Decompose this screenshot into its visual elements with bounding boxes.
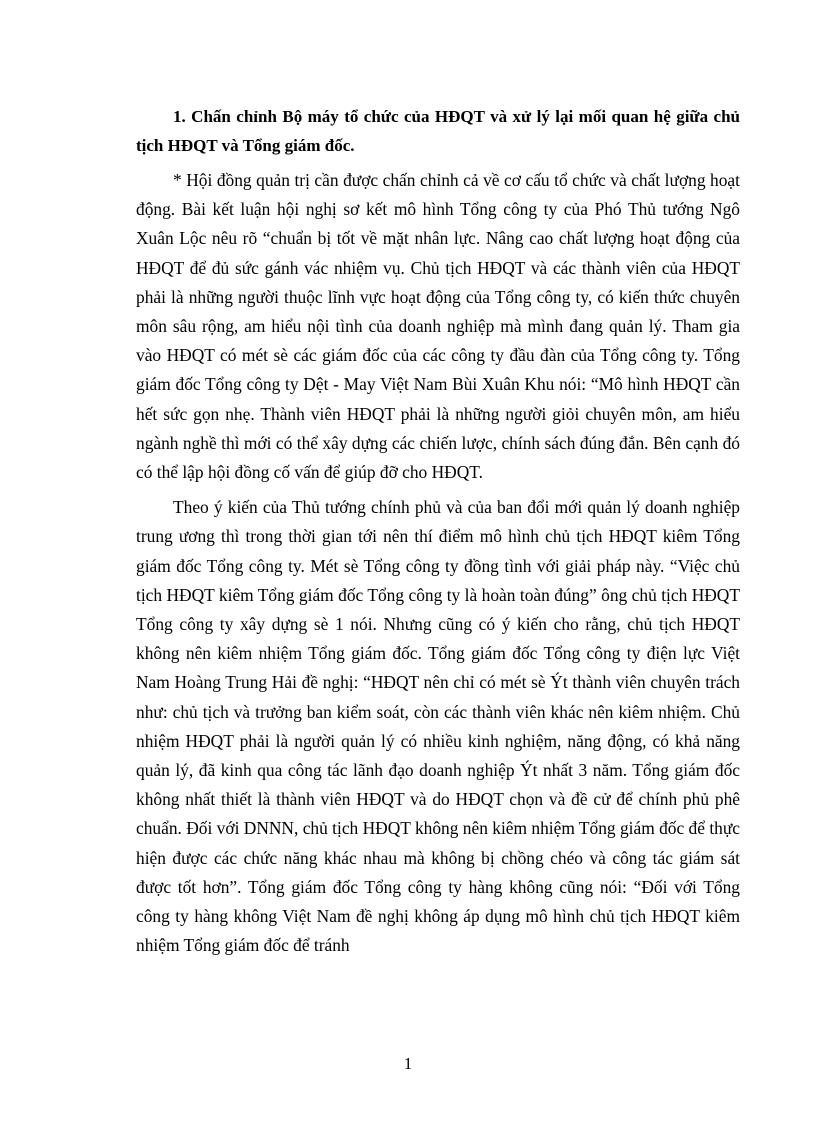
paragraph-board-restructuring: * Hội đồng quản trị cần được chấn chỉnh cả về cơ cấu tổ chức và chất lượng hoạt động. Bài kết luận hội nghị sơ kết mô hình Tổng công ty của Phó Thủ tướng Ngô Xuân Lộc nêu rõ “chuẩn bị tốt về mặt nhân lực. Nâng cao chất lượng hoạt động của HĐQT để đủ sức gánh vác nhiệm vụ. Chủ tịch HĐQT và các thành viên của HĐQT phải là những người thuộc lĩnh vực hoạt động của Tổng công ty, có kiến thức chuyên môn sâu rộng, am hiểu nội tình của doanh nghiệp mà mình đang quản lý. Tham gia vào HĐQT có mét sè các giám đốc của các công ty đầu đàn của Tổng công ty. Tổng giám đốc Tổng công ty Dệt - May Việt Nam Bùi Xuân Khu nói: “Mô hình HĐQT cần hết sức gọn nhẹ. Thành viên HĐQT phải là những người giỏi chuyên môn, am hiểu ngành nghề thì mới có thể xây dựng các chiến lược, chính sách đúng đắn. Bên cạnh đó có thể lập hội đồng cố vấn để giúp đỡ cho HĐQT.: [136, 170, 740, 483]
page-number: 1: [403, 1054, 413, 1073]
document-body: [136, 102, 740, 966]
paragraph-chairman-ceo-model: Theo ý kiến của Thủ tướng chính phủ và của ban đổi mới quản lý doanh nghiệp trung ương thì trong thời gian tới nên thí điểm mô hình chủ tịch HĐQT kiêm Tổng giám đốc Tổng công ty. Mét sè Tổng công ty đồng tình với giải pháp này. “Việc chủ tịch HĐQT kiêm Tổng giám đốc Tổng công ty là hoàn toàn đúng” ông chủ tịch HĐQT Tổng công ty xây dựng sè 1 nói. Nhưng cũng có ý kiến cho rằng, chủ tịch HĐQT không nên kiêm nhiệm Tổng giám đốc. Tổng giám đốc Tổng công ty điện lực Việt Nam Hoàng Trung Hải đề nghị: “HĐQT nên chỉ có mét sè Ýt thành viên chuyên trách như: chủ tịch và trưởng ban kiểm soát, còn các thành viên khác nên kiêm nhiệm. Chủ nhiệm HĐQT phải là người quản lý có nhiều kinh nghiệm, năng động, có khả năng quản lý, đã kinh qua công tác lãnh đạo doanh nghiệp Ýt nhất 3 năm. Tổng giám đốc không nhất thiết là thành viên HĐQT và do HĐQT chọn và đề cử để chính phủ phê chuẩn. Đối với DNNN, chủ tịch HĐQT không nên kiêm nhiệm Tổng giám đốc để thực hiện được các chức năng khác nhau mà không bị chồng chéo và công tác giám sát được tốt hơn”. Tổng giám đốc Tổng công ty hàng không cũng nói: “Đối với Tổng công ty hàng không Việt Nam đề nghị không áp dụng mô hình chủ tịch HĐQT kiêm nhiệm Tổng giám đốc để tránh: [136, 497, 740, 956]
section-heading: 1. Chấn chỉnh Bộ máy tổ chức của HĐQT và xử lý lại mối quan hệ giữa chủ tịch HĐQT và Tổng giám đốc.: [136, 107, 740, 155]
